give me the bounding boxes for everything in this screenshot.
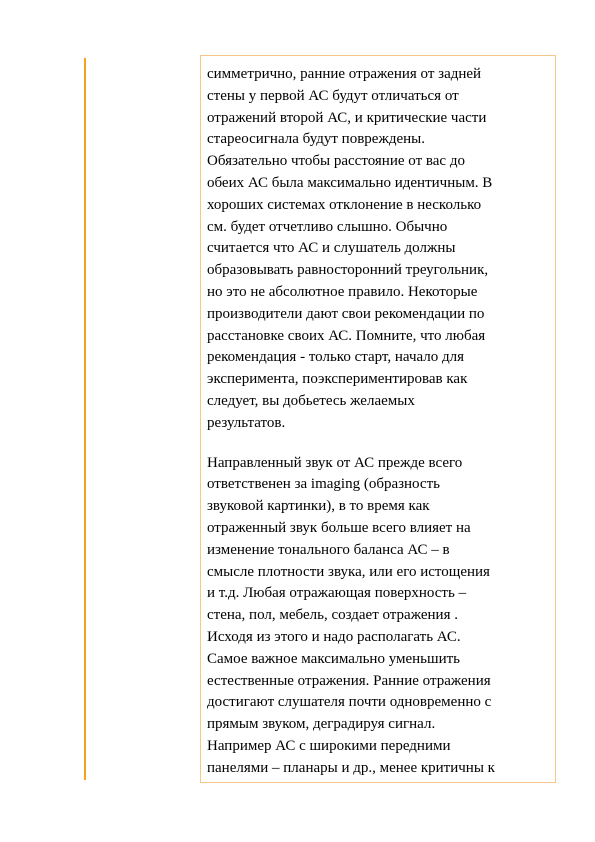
paragraph-1: симметрично, ранние отражения от задней стены у первой АС будут отличаться от отражений второй АС, и критические части стареосигнала будут повреждены. Обязательно чтобы расстояние от вас до обеих АС была максимально идентичным. В хороших системах отклонение в несколько см. будет отчетливо слышно. Обычно считается что АС и слушатель должны образовывать равносторонний треугольник, но это не абсолютное правило. Некоторые производители дают свои рекомендации по расстановке своих АС. Помните, что любая рекомендация - только старт, начало для эксперимента, поэкспериментировав как следует, вы добьетесь желаемых результатов.: [207, 66, 493, 431]
text-frame: [200, 55, 556, 783]
paragraph-2: Направленный звук от АС прежде всего ответственен за imaging (образность звуковой картинки), в то время как отраженный звук больше всего влияет на изменение тонального баланса АС – в смысле плотности звука, или его истощения и т.д. Любая отражающая поверхность – стена, пол, мебель, создает отражения . Исходя из этого и надо располагать АС. Самое важное максимально уменьшить естественные отражения. Ранние отражения достигают слушателя почти одновременно с прямым звуком, деградируя сигнал. Например АС с широкими передними панелями – планары и др., менее критичны к: [207, 454, 495, 776]
margin-accent-rule: [84, 58, 86, 780]
